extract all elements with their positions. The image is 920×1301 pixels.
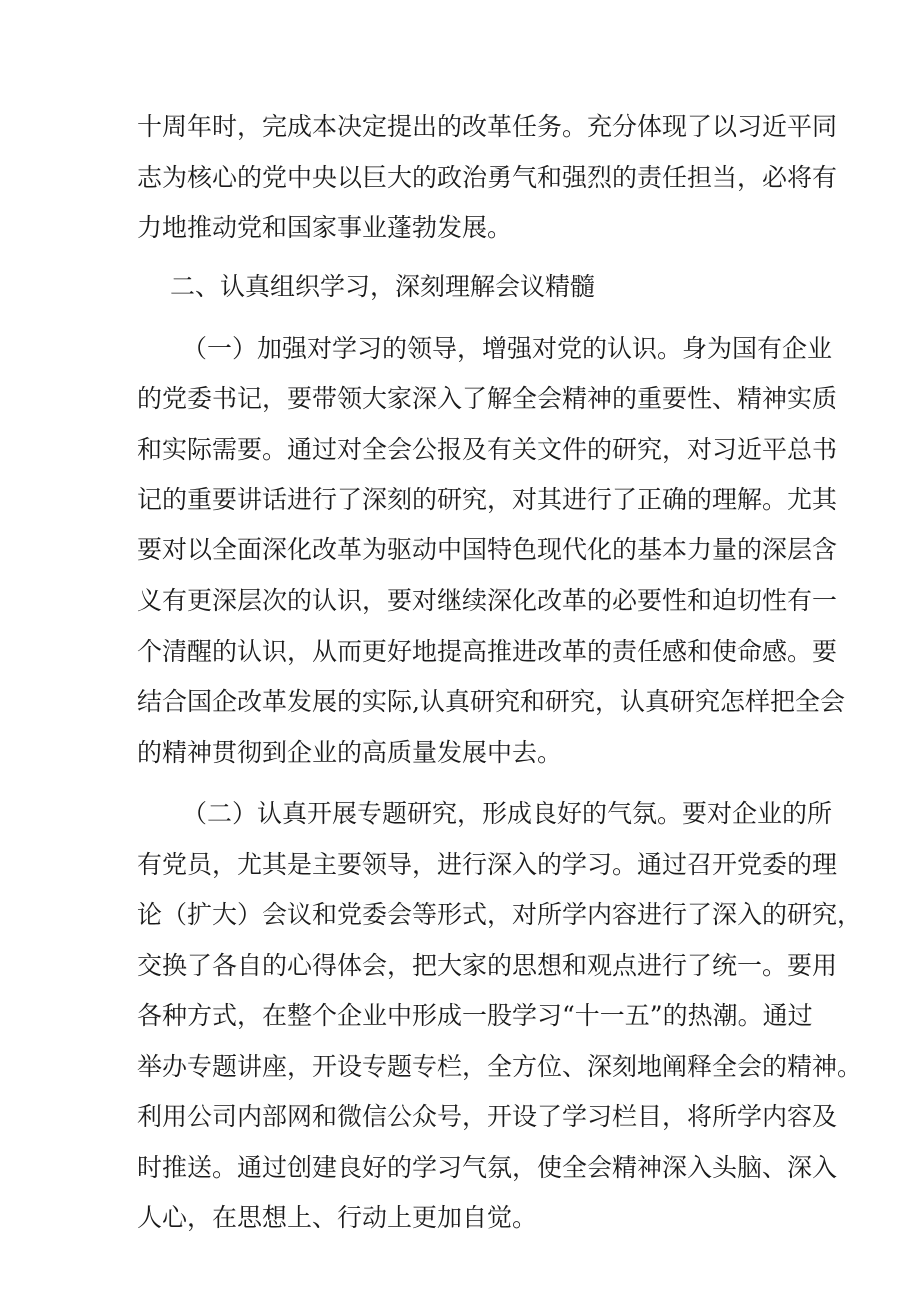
text-line: 论（扩大）会议和党委会等形式，对所学内容进行了深入的研究， [137, 900, 863, 929]
text-line: 人心，在思想上、行动上更加自觉。 [137, 1203, 538, 1232]
text-line: 结合国企改革发展的实际,认真研究和研究，认真研究怎样把全会 [137, 687, 845, 716]
text-line: 利用公司内部网和微信公众号，开设了学习栏目，将所学内容及 [137, 1102, 838, 1131]
text-line: 记的重要讲话进行了深刻的研究，对其进行了正确的理解。尤其 [137, 485, 838, 514]
text-line: 要对以全面深化改革为驱动中国特色现代化的基本力量的深层含 [137, 535, 838, 564]
text-line: 交换了各自的心得体会，把大家的思想和观点进行了统一。要用 [137, 951, 838, 980]
section-heading: 二、认真组织学习，深刻理解会议精髓 [170, 272, 596, 301]
text-line: 的党委书记，要带领大家深入了解全会精神的重要性、精神实质 [137, 384, 838, 413]
text-line: 义有更深层次的认识，要对继续深化改革的必要性和迫切性有一 [137, 586, 838, 615]
text-line: 举办专题讲座，开设专题专栏，全方位、深刻地阐释全会的精神。 [137, 1052, 863, 1081]
text-line: 时推送。通过创建良好的学习气氛，使全会精神深入头脑、深入 [137, 1153, 838, 1182]
text-line: （一）加强对学习的领导，增强对党的认识。身为国有企业 [182, 334, 833, 363]
text-line: （二）认真开展专题研究，形成良好的气氛。要对企业的所 [182, 799, 833, 828]
text-line: 十周年时，完成本决定提出的改革任务。充分体现了以习近平同 [137, 112, 838, 141]
text-line: 志为核心的党中央以巨大的政治勇气和强烈的责任担当，必将有 [137, 163, 838, 192]
text-line: 有党员，尤其是主要领导，进行深入的学习。通过召开党委的理 [137, 850, 838, 879]
text-line: 的精神贯彻到企业的高质量发展中去。 [137, 738, 563, 767]
text-line: 力地推动党和国家事业蓬勃发展。 [137, 213, 513, 242]
text-line: 个清醒的认识，从而更好地提高推进改革的责任感和使命感。要 [137, 637, 838, 666]
text-line: 各种方式，在整个企业中形成一股学习“十一五”的热潮。通过 [137, 1001, 813, 1030]
text-line: 和实际需要。通过对全会公报及有关文件的研究，对习近平总书 [137, 435, 838, 464]
